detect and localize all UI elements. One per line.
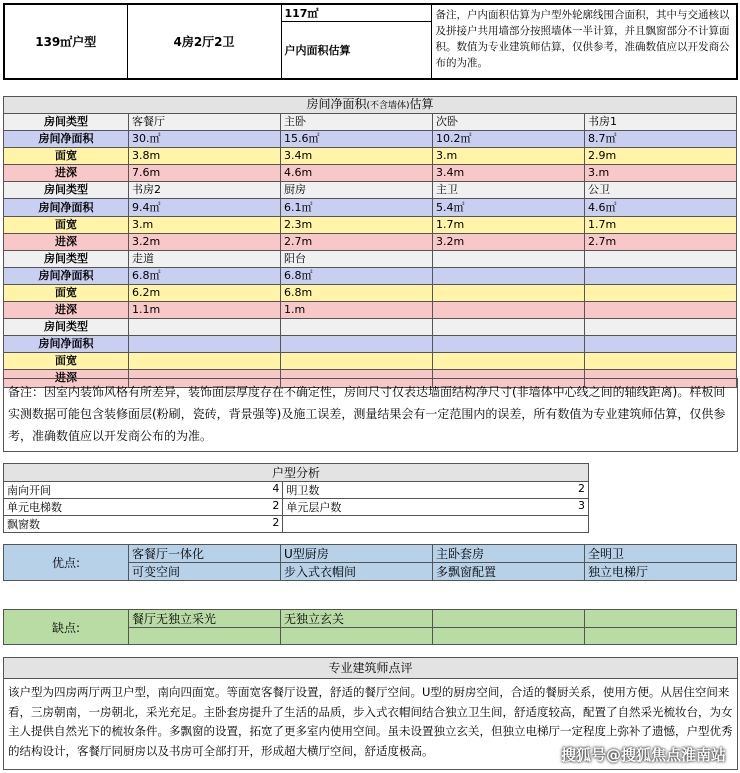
row-label: 房间类型 — [4, 114, 129, 131]
row-label: 进深 — [4, 302, 129, 319]
cons-table — [3, 609, 737, 645]
room-type-row — [4, 319, 737, 336]
room-cell: 10.2㎡ — [433, 131, 585, 148]
room-cell — [585, 284, 737, 301]
analysis-key: 单元层户数 — [286, 501, 342, 514]
room-cell — [433, 302, 585, 319]
analysis-key: 南向开间 — [7, 484, 51, 497]
row-label: 房间类型 — [4, 319, 129, 336]
room-cell — [585, 250, 737, 267]
analysis-body — [4, 482, 589, 533]
room-cell — [585, 353, 737, 370]
room-cell: 3.4m — [281, 148, 433, 165]
room-cell: 客餐厅 — [129, 114, 281, 131]
room-cell: 15.6㎡ — [281, 131, 433, 148]
room-cell: 公卫 — [585, 182, 737, 199]
pro-item: 主卧套房 — [433, 545, 585, 563]
analysis-row — [4, 516, 589, 533]
room-cell: 2.9m — [585, 148, 737, 165]
room-cell — [281, 336, 433, 353]
room-cell — [433, 267, 585, 284]
room-cell: 书房1 — [585, 114, 737, 131]
pro-item: 全明卫 — [585, 545, 737, 563]
expert-review-title: 专业建筑师点评 — [4, 658, 737, 679]
room-area-table — [3, 96, 737, 388]
room-cell: 9.4㎡ — [129, 199, 281, 216]
analysis-title: 户型分析 — [4, 464, 589, 482]
pros-label: 优点: — [4, 545, 129, 581]
room-type-row — [4, 250, 737, 267]
analysis-key: 飘窗数 — [7, 518, 40, 531]
room-table-body — [4, 114, 737, 388]
analysis-value: 4 — [272, 482, 280, 495]
con-item — [585, 610, 737, 628]
floorplan-header-table — [3, 3, 738, 80]
analysis-row — [4, 499, 589, 516]
row-label: 面宽 — [4, 216, 129, 233]
analysis-right-cell — [283, 482, 589, 499]
room-cell: 1.1m — [129, 302, 281, 319]
room-cell: 3.2m — [129, 233, 281, 250]
room-cell — [129, 353, 281, 370]
room-cell — [585, 336, 737, 353]
room-area-row — [4, 336, 737, 353]
room-table-title: 房间净面积(不含墙体)估算 — [4, 97, 737, 114]
room-depth-row — [4, 302, 737, 319]
room-cell: 4.6m — [281, 165, 433, 182]
con-item — [433, 628, 585, 645]
room-area-row — [4, 199, 737, 216]
expert-review-body: 该户型为四房两厅两卫户型，南向四面宽。等面宽客餐厅设置，舒适的餐厅空间。U型的厨房空间，合适的餐厨关系，使用方便。从居住空间来看，三房朝南，一房朝北，采光充足。主卧套房提升了生活的品质，步入式衣帽间结合独立卫生间，舒适度较高，配置了自然采光梳妆台，为女主人提供自然光下的梳妆条件。多飘窗的设置，拓宽了更多室内使用空间。虽未设置独立玄关，但独立电梯厅一定程度上弥补了遗憾，户型优秀的结构设计，客餐厅同厨房以及书房可全部打开，形成超大横厅空间，舒适度极高。 — [8, 685, 733, 758]
pros-table — [3, 544, 737, 581]
room-cell: 主卧 — [281, 114, 433, 131]
room-cell — [281, 319, 433, 336]
con-item — [585, 628, 737, 645]
row-label: 房间类型 — [4, 182, 129, 199]
room-depth-row — [4, 233, 737, 250]
row-label: 面宽 — [4, 353, 129, 370]
room-cell — [433, 284, 585, 301]
estimate-label: 户内面积估算 — [281, 22, 431, 80]
analysis-value: 3 — [578, 499, 585, 512]
header-note: 备注，户内面积估算为户型外轮廓线围合面积，其中与交通核以及拼接户共用墙部分按照墙体一半计算，并且飘窗部分不计算面积。数值为专业建筑师估算，仅供参考，准确数值应以开发商公布的为准。 — [431, 4, 737, 79]
total-area-value: 117㎡ — [281, 4, 431, 22]
row-label: 进深 — [4, 165, 129, 182]
analysis-value: 2 — [272, 516, 280, 529]
room-cell: 30.㎡ — [129, 131, 281, 148]
analysis-value: 2 — [578, 482, 585, 495]
pro-item: U型厨房 — [281, 545, 433, 563]
room-cell: 6.1㎡ — [281, 199, 433, 216]
analysis-right-cell — [283, 516, 589, 533]
room-cell: 8.7㎡ — [585, 131, 737, 148]
analysis-left-cell — [4, 499, 283, 516]
analysis-right-cell — [283, 499, 589, 516]
room-cell: 3.8m — [129, 148, 281, 165]
layout-type-label: 4房2厅2卫 — [127, 4, 281, 79]
row-label: 房间净面积 — [4, 131, 129, 148]
row-label: 房间净面积 — [4, 199, 129, 216]
room-cell: 3.m — [585, 165, 737, 182]
room-cell: 6.8m — [281, 284, 433, 301]
row-label: 进深 — [4, 370, 129, 387]
con-item: 餐厅无独立采光 — [129, 610, 281, 628]
analysis-left-cell — [4, 482, 283, 499]
analysis-value: 2 — [272, 499, 280, 512]
room-cell: 厨房 — [281, 182, 433, 199]
room-cell: 走道 — [129, 250, 281, 267]
room-width-row — [4, 353, 737, 370]
area-type-label: 139㎡户型 — [4, 4, 127, 79]
room-cell — [433, 353, 585, 370]
measurement-remark: 备注：因室内装饰风格有所差异，装饰面层厚度存在不确定性，房间尺寸仅表达墙面结构净尺寸(非墙体中心线之间的轴线距离)。样板间实测数据可能包含装修面层(粉刷，瓷砖，背景强等)及施工误差，测量结果会有一定范围内的误差，所有数值为专业建筑师估算，仅供参考，准确数值应以开发商公布的为准。 — [3, 378, 738, 452]
con-item — [129, 628, 281, 645]
room-cell: 6.8㎡ — [281, 267, 433, 284]
room-cell: 阳台 — [281, 250, 433, 267]
room-cell: 5.4㎡ — [433, 199, 585, 216]
room-type-row — [4, 182, 737, 199]
room-width-row — [4, 148, 737, 165]
room-cell — [129, 336, 281, 353]
room-width-row — [4, 284, 737, 301]
room-area-row — [4, 267, 737, 284]
pro-item: 客餐厅一体化 — [129, 545, 281, 563]
pro-item: 独立电梯厅 — [585, 563, 737, 581]
watermark: 搜狐号@搜狐焦点淮南站 — [560, 746, 726, 764]
row-label: 房间类型 — [4, 250, 129, 267]
analysis-left-cell — [4, 516, 283, 533]
pro-item: 多飘窗配置 — [433, 563, 585, 581]
room-cell: 7.6m — [129, 165, 281, 182]
analysis-row — [4, 482, 589, 499]
room-cell: 2.3m — [281, 216, 433, 233]
pro-item: 可变空间 — [129, 563, 281, 581]
row-label: 房间净面积 — [4, 267, 129, 284]
room-cell: 2.7m — [281, 233, 433, 250]
pro-item: 步入式衣帽间 — [281, 563, 433, 581]
con-item — [281, 628, 433, 645]
room-cell: 6.2m — [129, 284, 281, 301]
cons-label: 缺点: — [4, 610, 129, 645]
room-cell: 3.2m — [433, 233, 585, 250]
room-cell: 3.m — [433, 148, 585, 165]
con-item — [433, 610, 585, 628]
room-cell: 2.7m — [585, 233, 737, 250]
room-cell: 书房2 — [129, 182, 281, 199]
room-cell: 主卫 — [433, 182, 585, 199]
room-depth-row — [4, 165, 737, 182]
room-cell — [129, 319, 281, 336]
row-label: 面宽 — [4, 284, 129, 301]
room-cell: 1.7m — [585, 216, 737, 233]
room-cell: 3.4m — [433, 165, 585, 182]
room-cell: 6.8㎡ — [129, 267, 281, 284]
room-cell: 1.7m — [433, 216, 585, 233]
analysis-key: 明卫数 — [286, 484, 320, 497]
room-cell — [433, 319, 585, 336]
room-cell: 4.6㎡ — [585, 199, 737, 216]
room-area-row — [4, 131, 737, 148]
room-cell — [585, 302, 737, 319]
row-label: 进深 — [4, 233, 129, 250]
room-cell: 次卧 — [433, 114, 585, 131]
room-cell — [585, 319, 737, 336]
layout-analysis-table — [3, 463, 589, 533]
room-cell — [281, 353, 433, 370]
row-label: 房间净面积 — [4, 336, 129, 353]
room-cell: 1.m — [281, 302, 433, 319]
row-label: 面宽 — [4, 148, 129, 165]
room-cell: 3.m — [129, 216, 281, 233]
room-cell — [433, 250, 585, 267]
room-cell — [433, 336, 585, 353]
con-item: 无独立玄关 — [281, 610, 433, 628]
room-type-row — [4, 114, 737, 131]
room-width-row — [4, 216, 737, 233]
room-cell — [585, 267, 737, 284]
analysis-key: 单元电梯数 — [7, 501, 62, 514]
